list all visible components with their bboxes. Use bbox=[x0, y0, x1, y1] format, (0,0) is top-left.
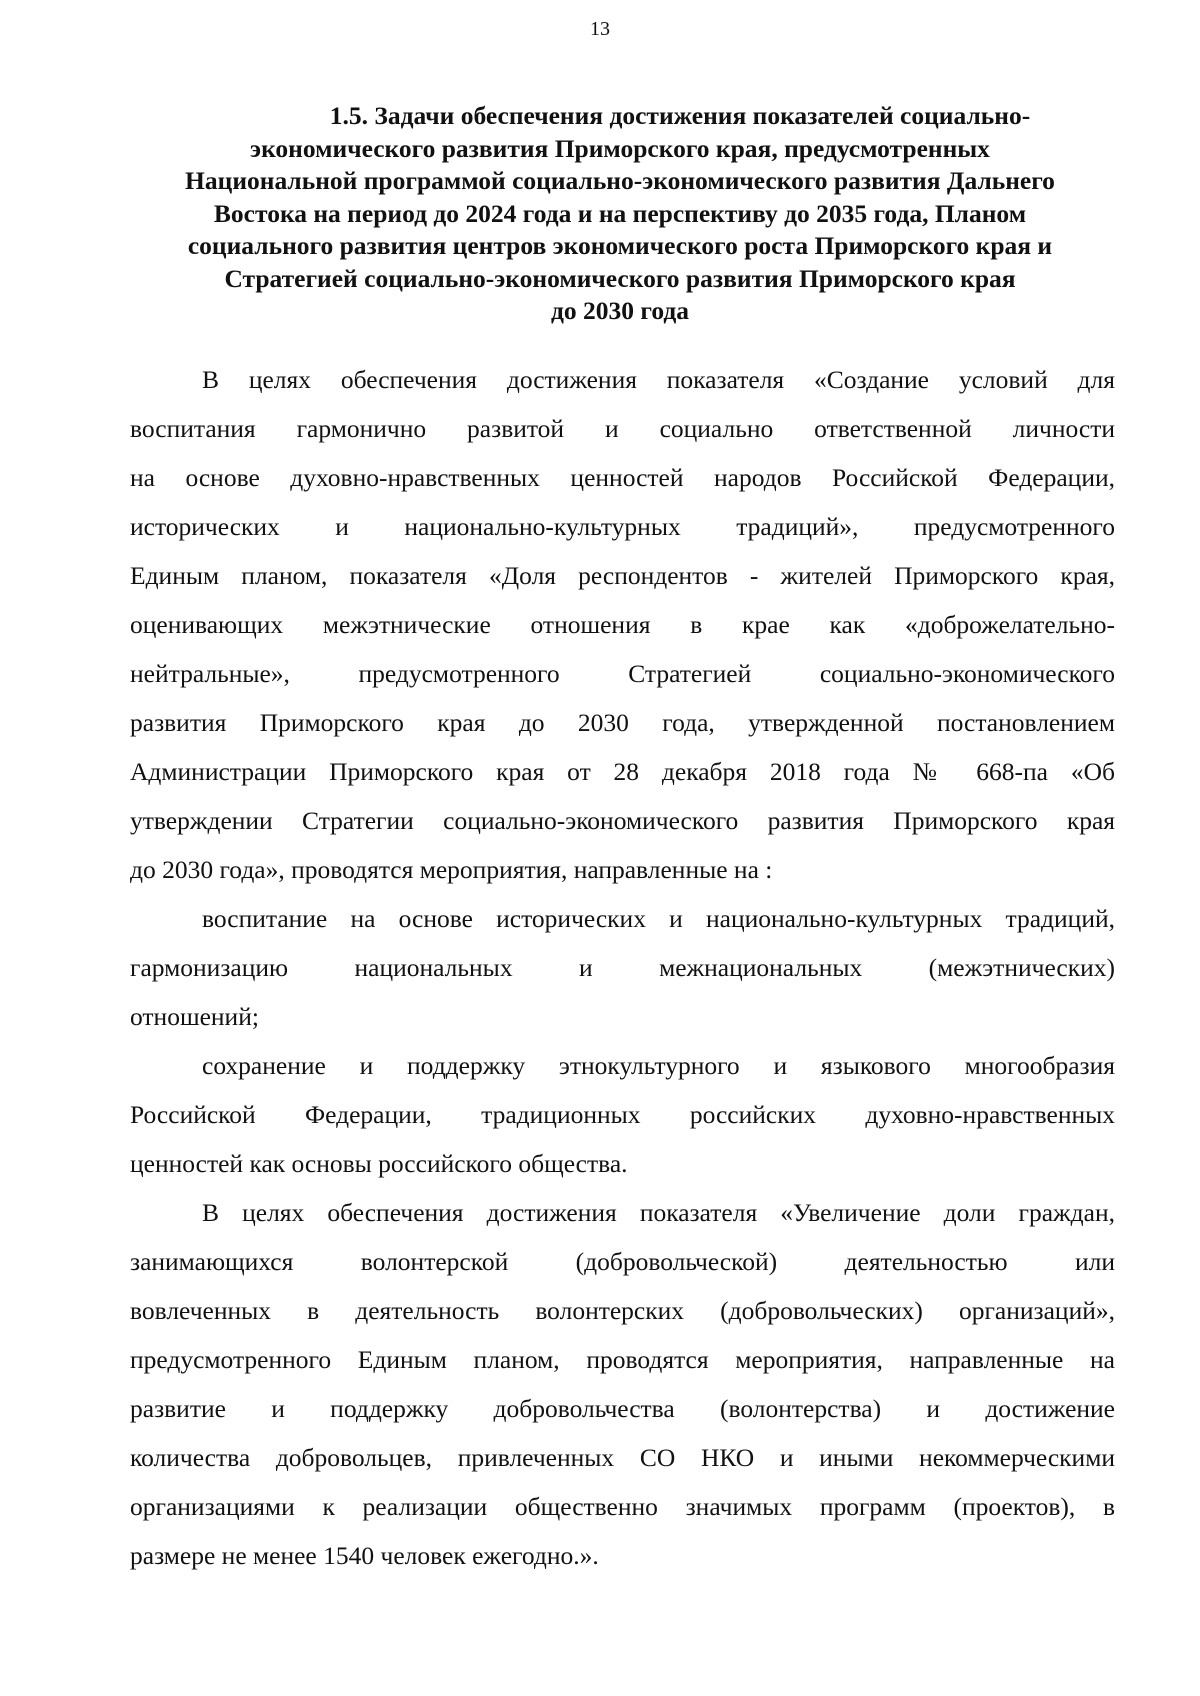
body-line: В целях обеспечения достижения показателя «Создание условий для bbox=[202, 365, 1115, 394]
body-line: предусмотренного Единым планом, проводятся мероприятия, направленные на bbox=[130, 1345, 1115, 1374]
section-heading bbox=[125, 100, 1115, 328]
heading-line: до 2030 года bbox=[550, 296, 689, 325]
body-line: вовлеченных в деятельность волонтерских (добровольческих) организаций», bbox=[130, 1296, 1115, 1325]
body-line: нейтральные», предусмотренного Стратегией социально-экономического bbox=[130, 659, 1115, 688]
body-line: размере не менее 1540 человек ежегодно.». bbox=[130, 1541, 599, 1570]
heading-line: Стратегией социально-экономического развития Приморского края bbox=[224, 263, 1016, 293]
heading-line: социального развития центров экономического роста Приморского края и bbox=[187, 231, 1053, 260]
body-line: развития Приморского края до 2030 года, утвержденной постановлением bbox=[130, 708, 1115, 737]
body-line: сохранение и поддержку этнокультурного и языкового многообразия bbox=[202, 1051, 1115, 1080]
body-line: оценивающих межэтнические отношения в крае как «доброжелательно- bbox=[130, 610, 1115, 639]
heading-line: 1.5. Задачи обеспечения достижения показателей социально- bbox=[329, 101, 1031, 130]
body-line: утверждении Стратегии социально-экономического развития Приморского края bbox=[130, 806, 1115, 835]
body-line: Российской Федерации, традиционных российских духовно-нравственных bbox=[130, 1100, 1115, 1129]
body-line: исторических и национально-культурных традиций», предусмотренного bbox=[130, 512, 1115, 541]
body-line: развитие и поддержку добровольчества (волонтерства) и достижение bbox=[130, 1394, 1115, 1423]
heading-line: Национальной программой социально-экономического развития Дальнего bbox=[185, 166, 1055, 195]
body-line: воспитания гармонично развитой и социально ответственной личности bbox=[130, 414, 1115, 443]
body-line: ценностей как основы российского общества. bbox=[130, 1149, 628, 1178]
body-line: В целях обеспечения достижения показателя «Увеличение доли граждан, bbox=[202, 1198, 1115, 1227]
page-number: 13 bbox=[590, 18, 610, 40]
body-line: Единым планом, показателя «Доля респондентов - жителей Приморского края, bbox=[130, 561, 1115, 590]
heading-line: экономического развития Приморского края, предусмотренных bbox=[250, 133, 990, 163]
body-line: количества добровольцев, привлеченных СО НКО и иными некоммерческими bbox=[130, 1443, 1115, 1472]
body-line: воспитание на основе исторических и национально-культурных традиций, bbox=[202, 904, 1115, 933]
body-line: Администрации Приморского края от 28 декабря 2018 года № 668-па «Об bbox=[130, 757, 1115, 786]
body-line: занимающихся волонтерской (добровольческой) деятельностью или bbox=[130, 1247, 1115, 1276]
body-line: на основе духовно-нравственных ценностей народов Российской Федерации, bbox=[130, 463, 1115, 492]
document-body bbox=[130, 355, 1115, 1580]
body-line: организациями к реализации общественно значимых программ (проектов), в bbox=[130, 1492, 1115, 1521]
body-line: отношений; bbox=[130, 1002, 259, 1031]
heading-line: Востока на период до 2024 года и на перспективу до 2035 года, Планом bbox=[213, 198, 1027, 228]
body-line: гармонизацию национальных и межнациональных (межэтнических) bbox=[130, 953, 1115, 982]
body-line: до 2030 года», проводятся мероприятия, направленные на : bbox=[130, 855, 773, 884]
